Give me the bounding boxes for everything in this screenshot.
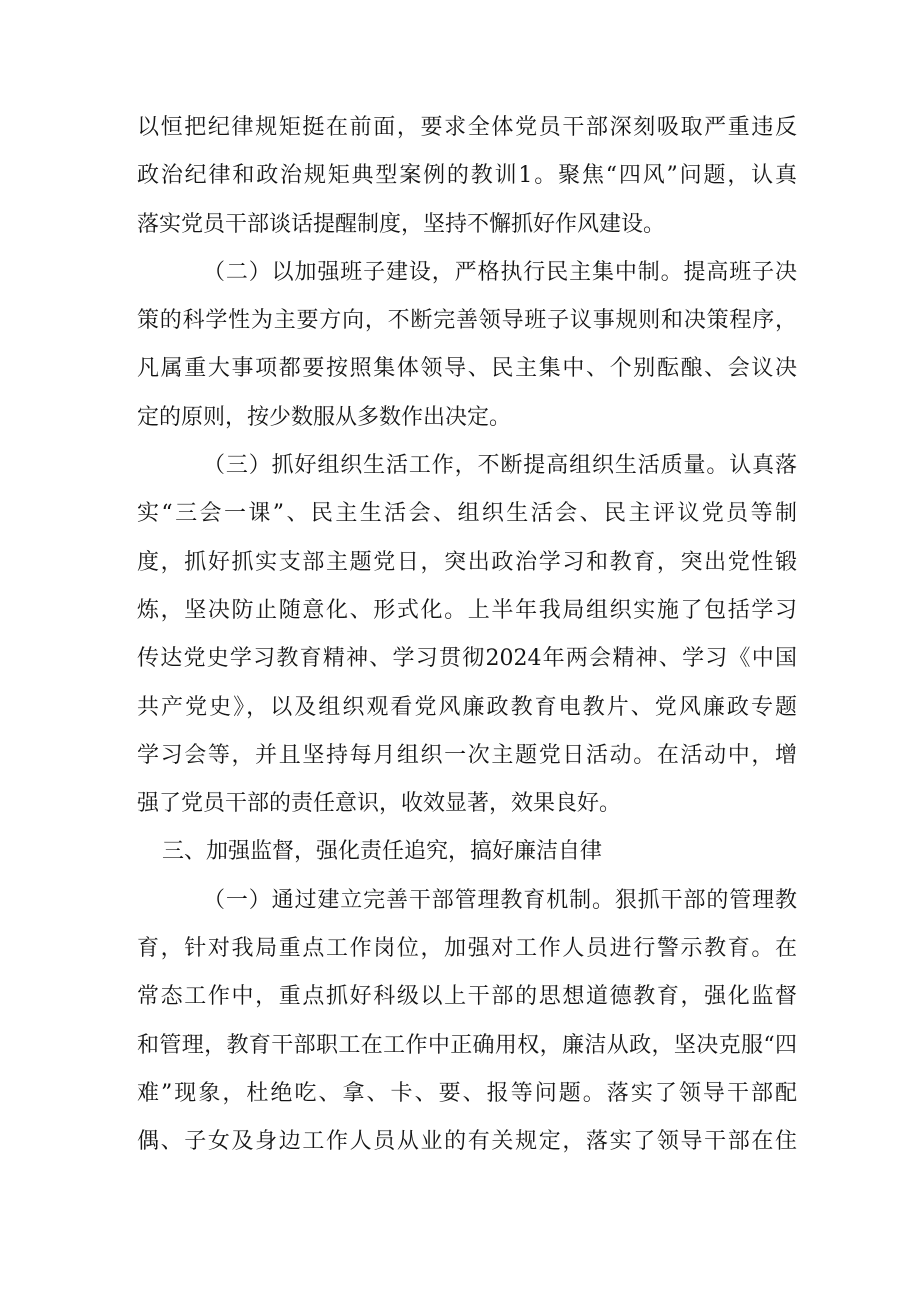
document-body bbox=[137, 104, 797, 1167]
text-line: 炼，坚决防止随意化、形式化。上半年我局组织实施了包括学习 bbox=[137, 597, 797, 623]
text-line: 传达党史学习教育精神、学习贯彻2024年两会精神、学习《中国 bbox=[137, 646, 797, 672]
text-line: （一）通过建立完善干部管理教育机制。狠抓干部的管理教 bbox=[203, 887, 797, 913]
text-line: （三）抓好组织生活工作，不断提高组织生活质量。认真落 bbox=[203, 453, 797, 479]
text-line: 凡属重大事项都要按照集体领导、民主集中、个别酝酿、会议决 bbox=[137, 356, 797, 382]
text-line: 度，抓好抓实支部主题党日，突出政治学习和教育，突出党性锻 bbox=[137, 549, 797, 575]
text-line: 策的科学性为主要方向，不断完善领导班子议事规则和决策程序， bbox=[137, 308, 797, 334]
text-line: 育，针对我局重点工作岗位，加强对工作人员进行警示教育。在 bbox=[137, 936, 797, 962]
text-line: 政治纪律和政治规矩典型案例的教训1。聚焦“四风”问题，认真 bbox=[137, 163, 797, 189]
text-line: 强了党员干部的责任意识，收效显著，效果良好。 bbox=[137, 791, 622, 817]
text-line: 实“三会一课”、民主生活会、组织生活会、民主评议党员等制 bbox=[137, 501, 797, 527]
text-line: 定的原则，按少数服从多数作出决定。 bbox=[137, 404, 512, 430]
text-line: 共产党史》，以及组织观看党风廉政教育电教片、党风廉政专题 bbox=[137, 694, 797, 720]
text-line: 难”现象，杜绝吃、拿、卡、要、报等问题。落实了领导干部配 bbox=[137, 1080, 797, 1106]
text-line: （二）以加强班子建设，严格执行民主集中制。提高班子决 bbox=[203, 259, 797, 285]
text-line: 以恒把纪律规矩挺在前面，要求全体党员干部深刻吸取严重违反 bbox=[137, 115, 797, 140]
section-heading: 三、加强监督，强化责任追究，搞好廉洁自律 bbox=[162, 839, 603, 865]
text-line: 学习会等，并且坚持每月组织一次主题党日活动。在活动中，增 bbox=[137, 742, 797, 768]
text-line: 落实党员干部谈话提醒制度，坚持不懈抓好作风建设。 bbox=[137, 211, 666, 237]
text-line: 常态工作中，重点抓好科级以上干部的思想道德教育，强化监督 bbox=[137, 984, 797, 1010]
text-line: 偶、子女及身边工作人员从业的有关规定，落实了领导干部在住 bbox=[137, 1129, 797, 1155]
text-line: 和管理，教育干部职工在工作中正确用权，廉洁从政，坚决克服“四 bbox=[137, 1032, 797, 1058]
